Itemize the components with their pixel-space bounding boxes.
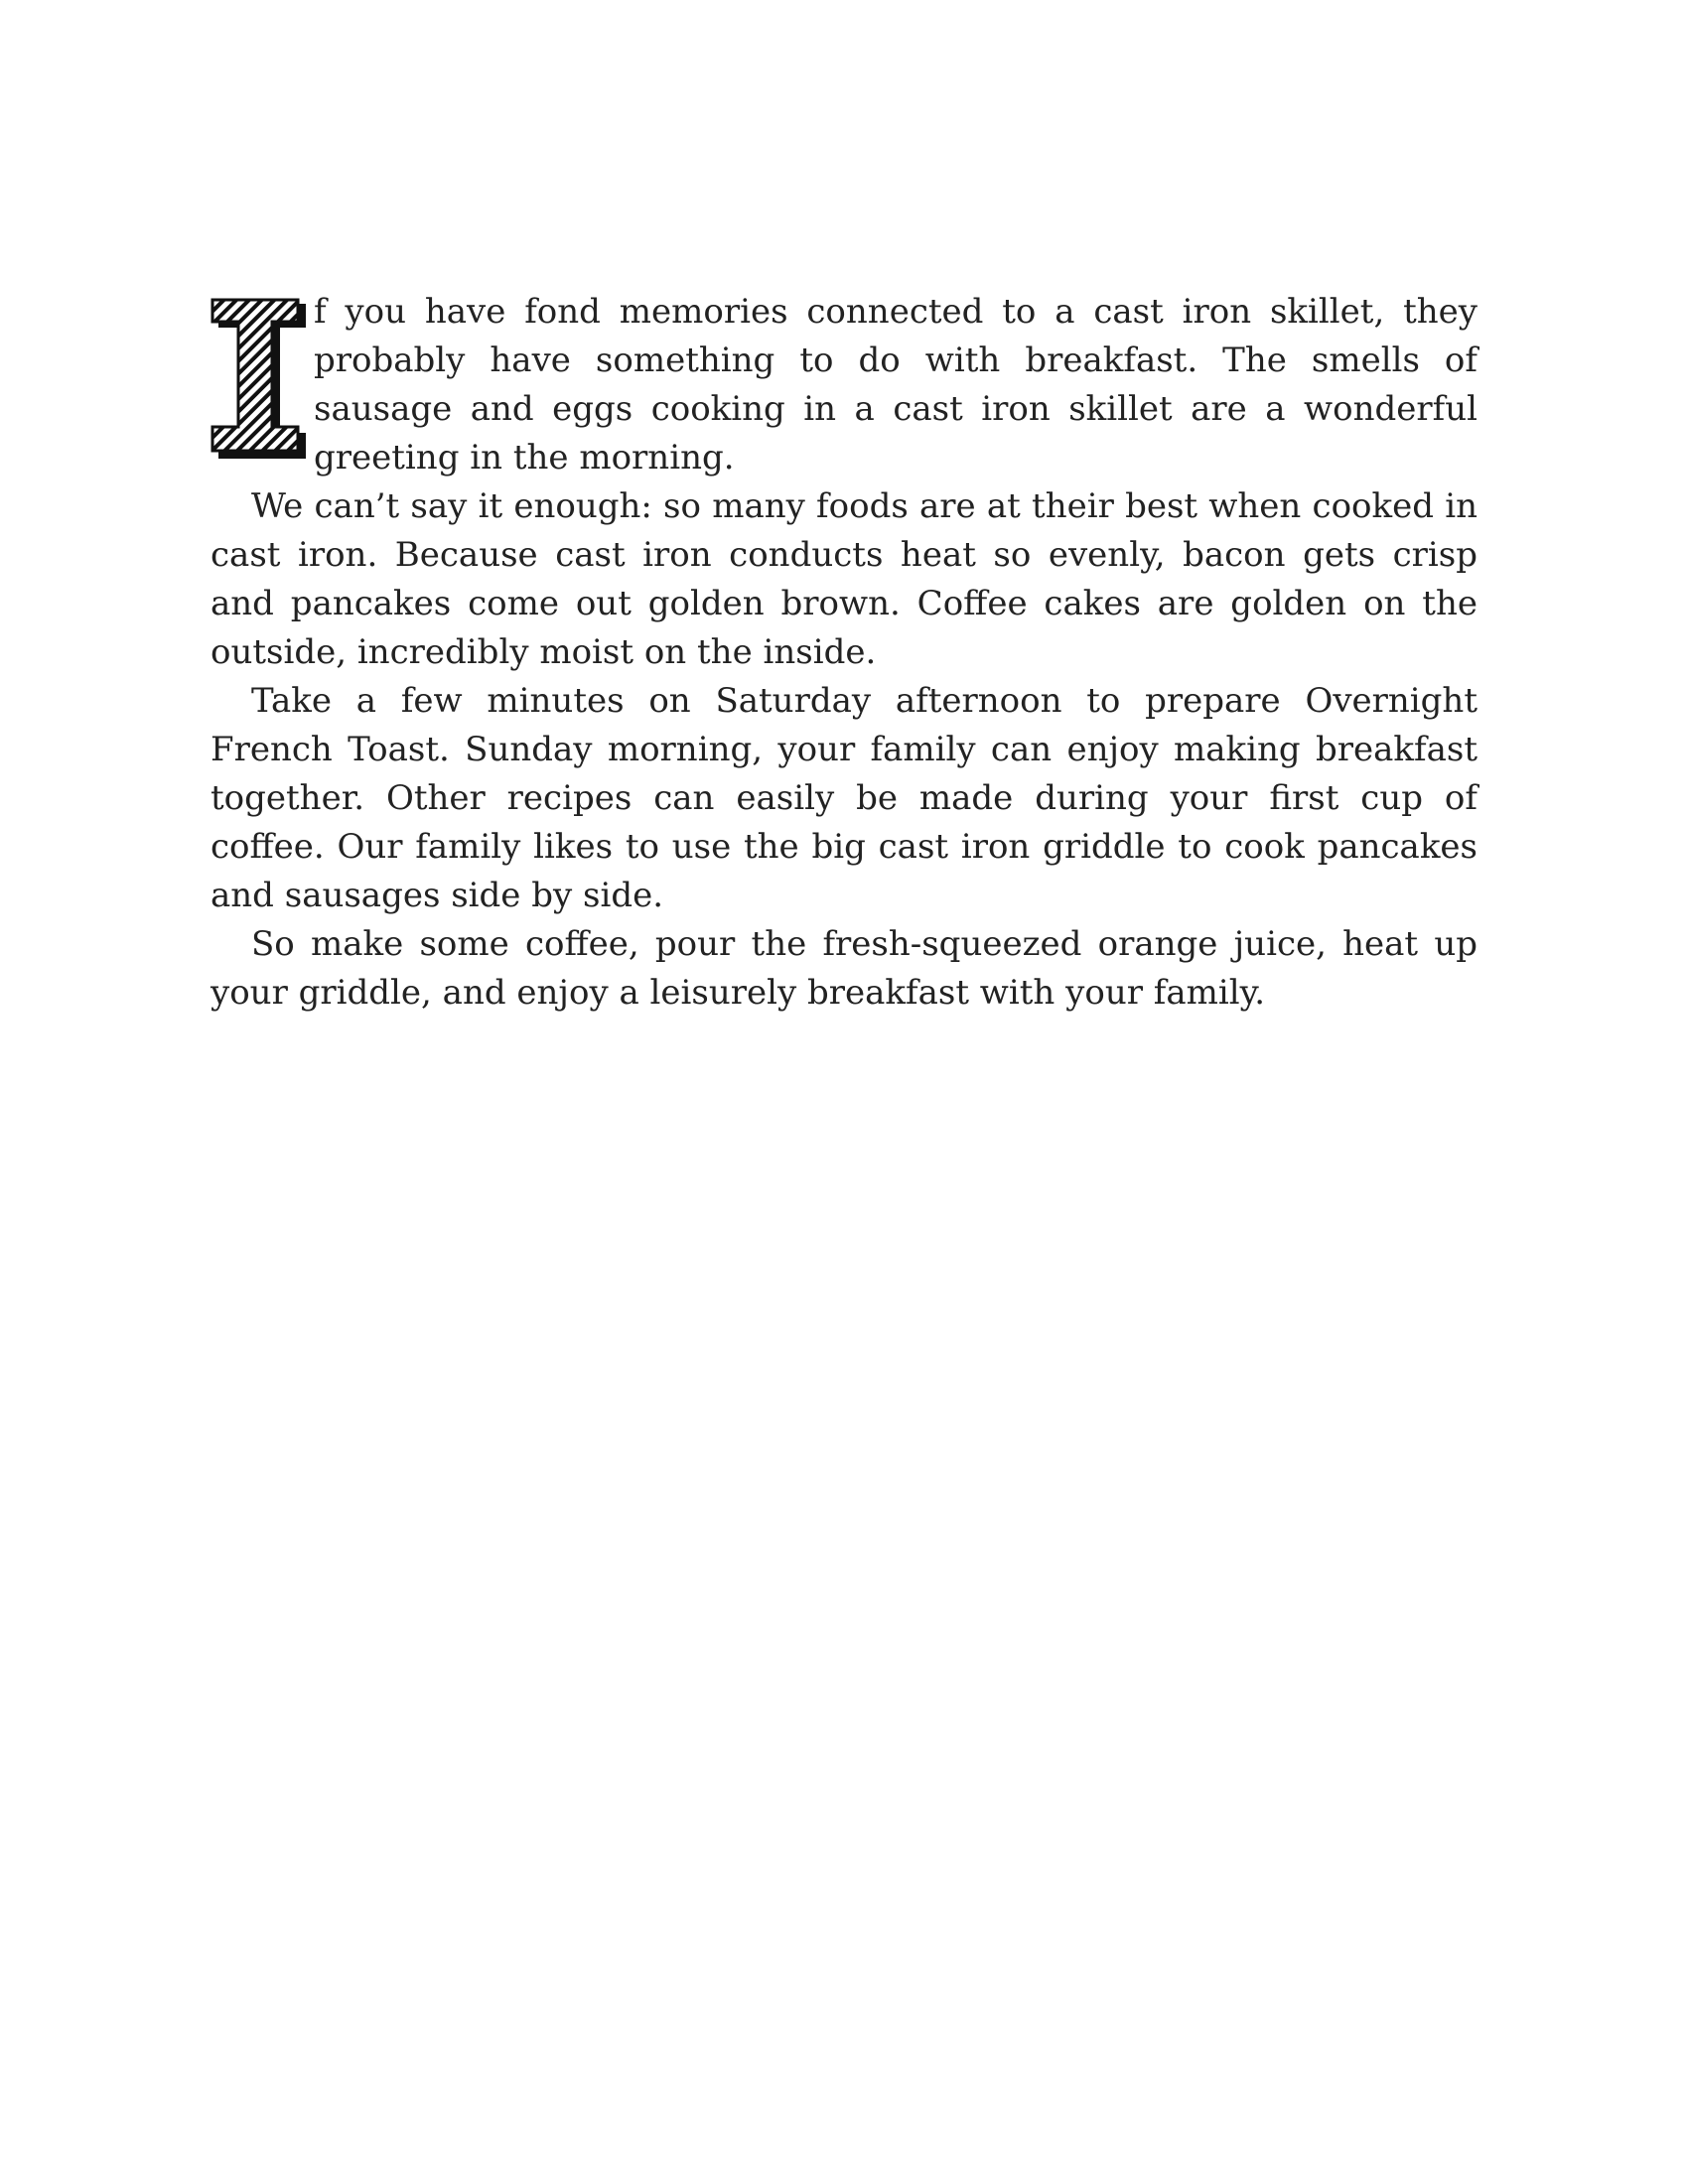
drop-cap-i bbox=[211, 298, 308, 462]
paragraph-2: We can’t say it enough: so many foods are at their best when cooked in cast iron. Because cast iron conducts heat so evenly, bacon gets crisp and pancakes come out golden brown. Coffee cakes are golden on the outside, incredibly moist on the inside. bbox=[211, 486, 1477, 672]
body-text bbox=[211, 288, 1477, 1018]
paragraph-4: So make some coffee, pour the fresh-squeezed orange juice, heat up your griddle, and enjoy a leisurely breakfast with your family. bbox=[211, 924, 1477, 1013]
paragraph-1-text: f you have fond memories connected to a cast iron skillet, they probably have something to do with breakfast. The smells of sausage and eggs cooking in a cast iron skillet are a wonderful greeting in the morning. bbox=[314, 292, 1477, 478]
paragraph-3: Take a few minutes on Saturday afternoon to prepare Overnight French Toast. Sunday morning, your family can enjoy making breakfast together. Other recipes can easily be made during your first cup of coffee. Our family likes to use the big cast iron griddle to cook pancakes and sausages side by side. bbox=[211, 681, 1477, 915]
drop-cap-graphic bbox=[211, 298, 308, 462]
paragraph-1 bbox=[211, 288, 1477, 482]
